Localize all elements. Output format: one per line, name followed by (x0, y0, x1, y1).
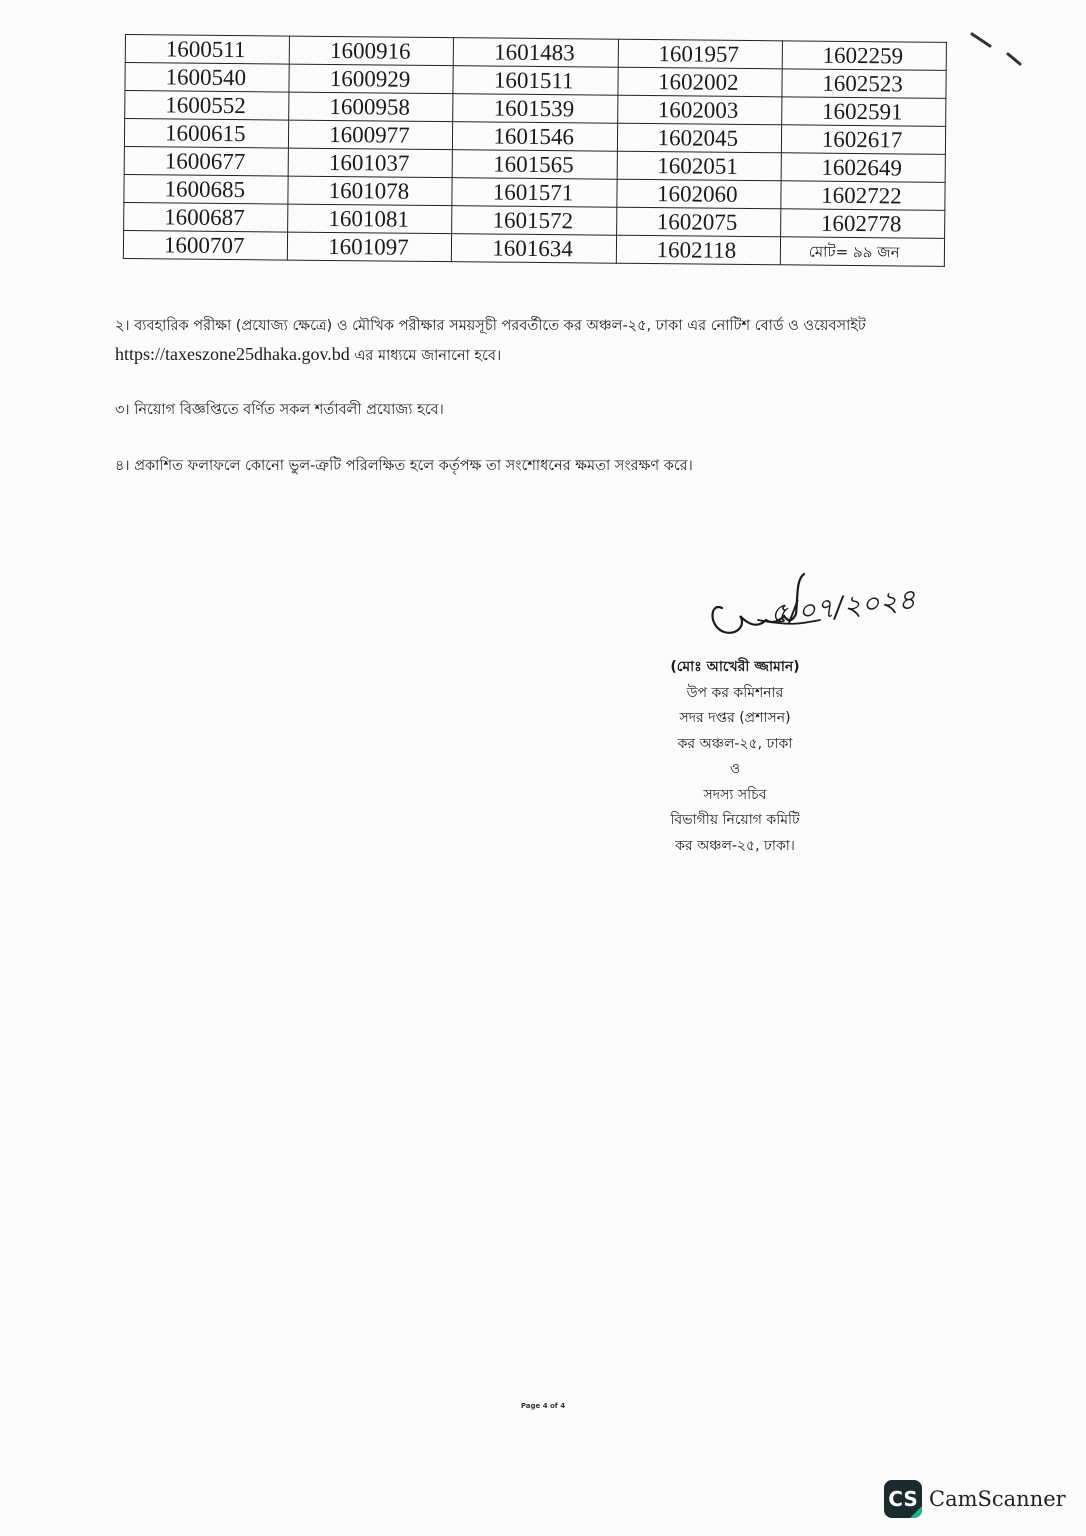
table-cell: 1602051 (617, 151, 781, 181)
page-number: Page 4 of 4 (520, 1402, 566, 1410)
signatory-office: সদর দপ্তর (প্রশাসন) (679, 710, 791, 726)
table-cell: 1600958 (289, 92, 453, 122)
total-count-cell: মোট= ৯৯ জন (780, 237, 945, 267)
table-cell: 1602523 (782, 69, 947, 99)
table-cell: 1600685 (124, 174, 288, 204)
signatory-conjunction: ও (729, 761, 741, 777)
note-text: এর মাধ্যমে জানানো হবে। (354, 348, 502, 364)
table-cell: 1602060 (616, 179, 780, 209)
signature-date: ৫/০৭/২০২৪ (768, 582, 918, 631)
signatory-designation: উপ কর কমিশনার (686, 684, 784, 701)
table-cell: 1601483 (454, 38, 618, 68)
table-cell: 1600552 (125, 91, 289, 121)
table-cell: 1602118 (616, 235, 780, 265)
camscanner-watermark (884, 1478, 1066, 1520)
table-cell: 1601571 (452, 178, 616, 208)
table-cell: 1601081 (288, 204, 452, 234)
signatory-role: সদস্য সচিব (703, 786, 767, 803)
signatory-block (615, 655, 855, 859)
table-cell: 1601078 (288, 176, 452, 206)
signatory-zone-2: কর অঞ্চল-২৫, ঢাকা। (675, 837, 795, 854)
pen-mark-icon (968, 28, 1028, 73)
table-cell: 1601037 (288, 148, 452, 178)
camscanner-logo-icon: CS (884, 1480, 922, 1518)
table-cell: 1601634 (452, 234, 616, 264)
signatory-committee: বিভাগীয় নিয়োগ কমিটি (670, 812, 800, 828)
table-cell: 1602002 (617, 67, 781, 97)
table-cell: 1601572 (452, 206, 616, 236)
signatory-zone: কর অঞ্চল-২৫, ঢাকা (677, 735, 793, 752)
table-cell: 1602045 (617, 123, 781, 153)
camscanner-name: CamScanner (929, 1487, 1066, 1511)
website-link[interactable]: https://taxeszone25dhaka.gov.bd (115, 344, 350, 364)
table-cell: 1602591 (781, 97, 946, 127)
note-correction-rights: ৪। প্রকাশিত ফলাফলে কোনো ভুল-ত্রুটি পরিলক্ষিত হলে কর্তৃপক্ষ তা সংশোধনের ক্ষমতা সংরক্ষণ করে। (115, 458, 693, 474)
table-cell: 1600677 (124, 146, 288, 176)
note-conditions: ৩। নিয়োগ বিজ্ঞপ্তিতে বর্ণিত সকল শর্তাবলী প্রযোজ্য হবে। (115, 402, 444, 418)
table-cell: 1602259 (782, 41, 947, 71)
note-practical-viva-schedule (115, 312, 985, 370)
table-cell: 1600707 (123, 230, 287, 260)
table-cell: 1600511 (125, 35, 289, 65)
table-cell: 1601546 (453, 122, 617, 152)
table-cell: 1601511 (453, 66, 617, 96)
table-cell: 1600916 (289, 36, 453, 66)
table-cell: 1602649 (781, 153, 946, 183)
table-cell: 1601539 (453, 94, 617, 124)
table-cell: 1600929 (289, 64, 453, 94)
table-cell: 1602722 (781, 181, 946, 211)
table-cell: 1602778 (780, 209, 945, 239)
table-cell: 1602617 (781, 125, 946, 155)
table-cell: 1600540 (125, 63, 289, 93)
table-cell: 1600615 (124, 119, 288, 149)
table-cell: 1600687 (124, 202, 288, 232)
table-cell: 1600977 (289, 120, 453, 150)
table-cell: 1601097 (288, 232, 452, 262)
table-cell: 1601565 (453, 150, 617, 180)
note-text: ২। ব্যবহারিক পরীক্ষা (প্রযোজ্য ক্ষেত্রে) ও মৌখিক পরীক্ষার সময়সূচী পরবর্তীতে কর অঞ্চল-২৫, ঢাকা এর নোটিশ বোর্ড ও ওয়েবসাইট (115, 318, 866, 334)
table-cell: 1602003 (617, 95, 781, 125)
table-cell: 1601957 (618, 39, 782, 69)
table-cell: 1602075 (616, 207, 780, 237)
roll-number-table (123, 34, 947, 267)
signatory-name: (মোঃ আখেরী জ্জামান) (670, 659, 800, 675)
